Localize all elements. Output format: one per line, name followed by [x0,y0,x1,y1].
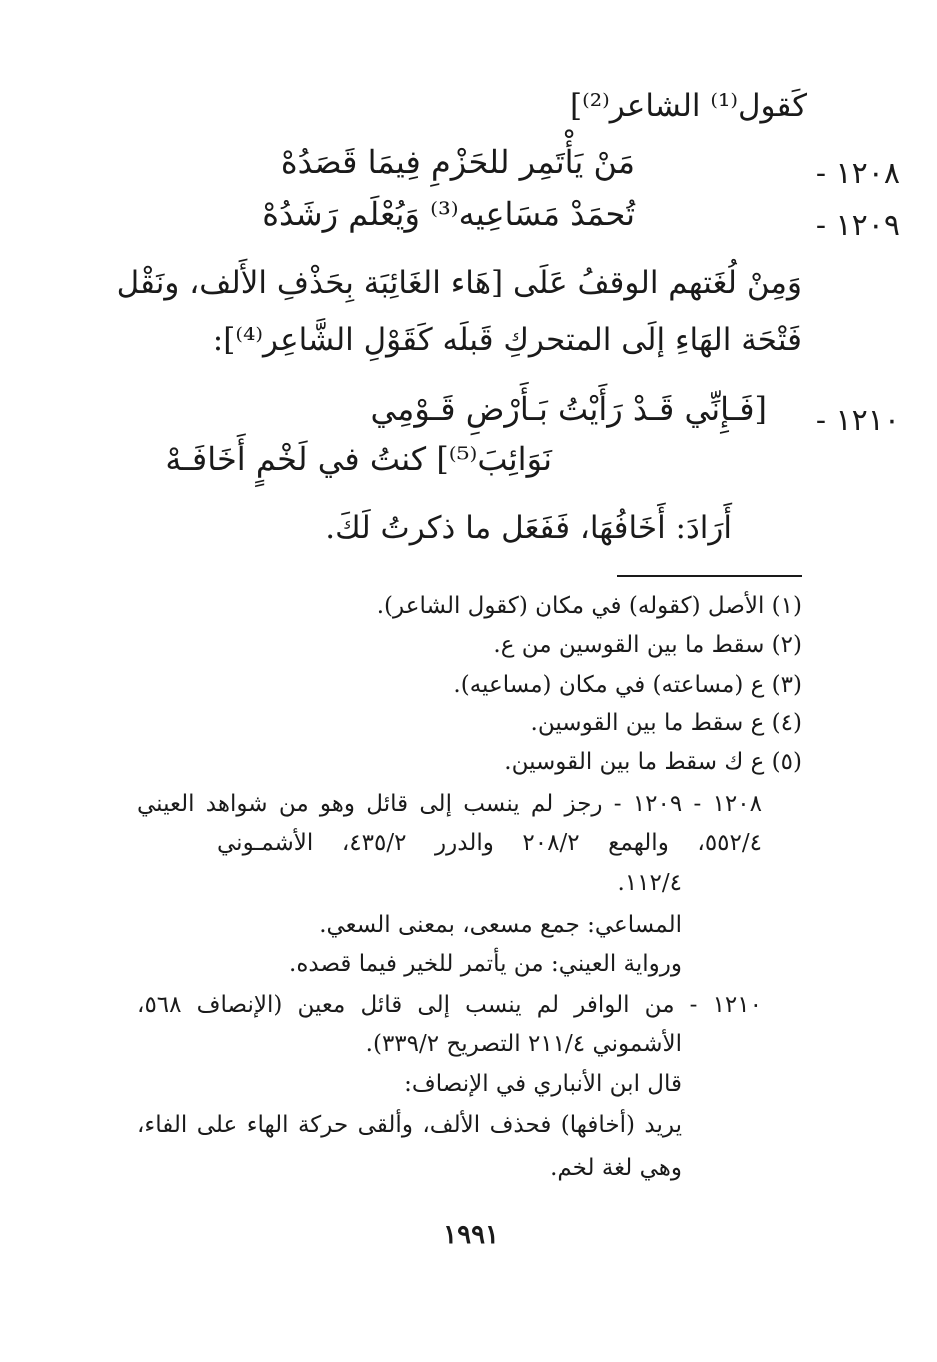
footnote-divider [617,575,802,577]
conclusion-line: أَرَادَ: أَخَافُهَا، فَفَعَل ما ذكرتُ لَكَ. [325,510,732,546]
verse-number-1209: ١٢٠٩ - [815,208,900,243]
footnote-2: (٢) سقط ما بين القوسين من ع. [493,632,802,658]
footnote-5: (٥) ع ك سقط ما بين القوسين. [504,749,802,775]
verse-number-1208: ١٢٠٨ - [815,156,900,191]
footnote-3: (٣) ع (مساعته) في مكان (مساعيه). [453,672,802,698]
note-1208-line-3: ١١٢/٤. [617,870,682,896]
verse-number-1210: ١٢١٠ - [815,403,900,438]
paragraph-line-1: وَمِنْ لُغَتهم الوقفُ عَلَى [هَاء الغَائِبَة بِحَذْفِ الأَلف، ونَقْل [116,265,802,301]
verse-1208-text: مَنْ يَأْتَمِر للحَزْمِ فِيمَا قَصَدُهْ [280,143,635,181]
note-1208-line-2: ٥٥٢/٤، والهمع ٢٠٨/٢ والدرر ٤٣٥/٢، الأشمـوني [217,830,762,856]
note-1210-line-1: ١٢١٠ - من الوافر لم ينسب إلى قائل معين (الإنصاف ٥٦٨، [137,992,762,1018]
footnote-4: (٤) ع سقط ما بين القوسين. [530,710,802,736]
verse-1209-text: تُحمَدْ مَسَاعِيه⁽³⁾ وَيُعْلَم رَشَدُهْ [262,195,635,233]
note-1208-gloss: المساعي: جمع مسعى، بمعنى السعي. [319,912,682,938]
note-1210-quote-line-1: يريد (أخافها) فحذف الألف، وألقى حركة الهاء على الفاء، [137,1112,682,1138]
verse-1210-line-1: [فَـإِنِّي قَـدْ رَأَيْتُ بَـأَرْضِ قَـوْمِي [370,390,767,428]
note-1208-line-1: ١٢٠٨ - ١٢٠٩ - رجز لم ينسب إلى قائل وهو من شواهد العيني [137,791,762,817]
note-1208-riwaya: ورواية العيني: من يأتمر للخير فيما قصده. [289,951,682,977]
note-1210-quote-intro: قال ابن الأنباري في الإنصاف: [404,1071,682,1097]
note-1210-line-2: الأشموني ٢١١/٤ التصريح ٣٣٩/٢). [365,1031,682,1057]
footnote-1: (١) الأصل (كقوله) في مكان (كقول الشاعر). [376,593,802,619]
verse-1210-line-2: نَوَائِبَ⁽⁵⁾] كنتُ في لَخْمٍ أَخَافَـهْ [165,440,552,478]
page-number: ١٩٩١ [443,1220,499,1250]
note-1210-quote-line-2: وهي لغة لخم. [550,1155,682,1181]
paragraph-line-2: فَتْحَة الهَاءِ إلَى المتحركِ قَبلَه كَقَوْلِ الشَّاعِر⁽⁴⁾]: [212,322,802,358]
intro-line: كَقول⁽¹⁾ الشاعر⁽²⁾] [569,88,807,124]
